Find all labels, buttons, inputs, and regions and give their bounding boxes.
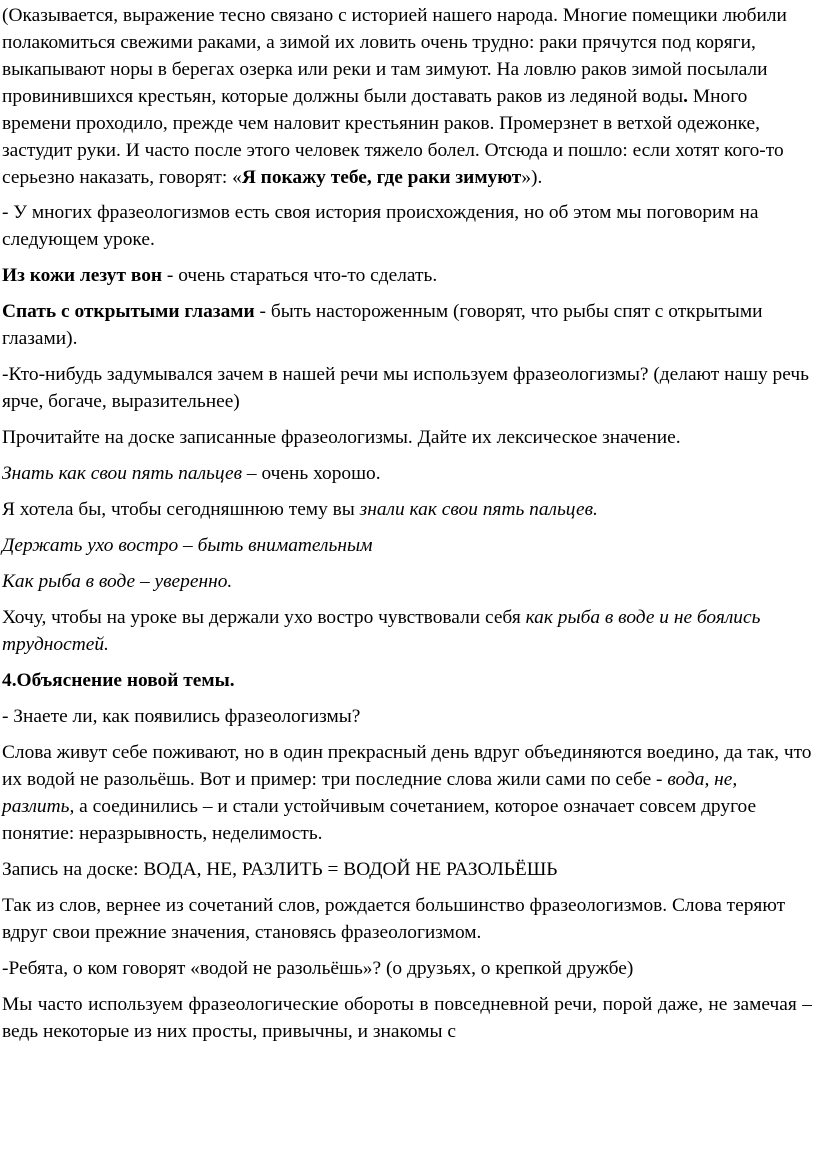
bold-run: Из кожи лезут вон [2,265,163,286]
paragraph-board-note: Запись на доске: ВОДА, НЕ, РАЗЛИТЬ = ВОДОЙ НЕ РАЗОЛЬЁШЬ [2,859,558,880]
paragraph-idiom-sleep [2,298,812,352]
italic-run: вода, не, разлить, [2,769,738,817]
paragraph-friends-question: -Ребята, о ком говорят «водой не разольёшь»? (о друзьях, о крепкой дружбе) [2,958,634,979]
paragraph-instruction: Прочитайте на доске записанные фразеологизмы. Дайте их лексическое значение. [2,427,681,448]
paragraph-crayfish-story [2,2,812,191]
paragraph-words-story [2,739,812,847]
text-run: Хочу, чтобы на уроке вы держали ухо востро чувствовали себя [2,607,526,628]
italic-run: Знать как свои пять пальцев [2,463,243,484]
italic-run: как рыба в воде и не боялись трудностей. [2,607,761,655]
paragraph-question: -Кто-нибудь задумывался зачем в нашей речи мы используем фразеологизмы? (делают нашу речь ярче, богаче, выразительнее) [2,364,809,412]
paragraph-wish-lesson [2,604,812,658]
paragraph-idiom-ear [2,532,812,559]
bold-run: Я покажу тебе, где раки зимуют [241,167,522,188]
paragraph-idiom-fingers [2,460,812,487]
paragraph-question-origin: - Знаете ли, как появились фразеологизмы? [2,706,361,727]
bold-run: . [683,86,689,107]
text-run: (Оказывается, выражение тесно связано с историей нашего народа. Многие помещики любили полакомиться свежими раками, а зимой их ловить очень трудно: раки прячутся под коряги, выкапывают норы в берегах озерка или реки и там зимуют. На ловлю раков зимой посылали провинившихся крестьян, которые должны были доставать раков из ледяной воды [2,5,787,107]
text-run: – очень хорошо. [242,463,381,484]
paragraph-everyday-use: Мы часто используем фразеологические обороты в повседневной речи, порой даже, не замечая – ведь некоторые из них просты, привычны, и знакомы с [2,994,812,1042]
paragraph-formation: Так из слов, вернее из сочетаний слов, рождается большинство фразеологизмов. Слова теряют вдруг свои прежние значения, становясь фразеологизмом. [2,895,786,943]
italic-run: знали как свои пять пальцев. [359,499,598,520]
section-heading [2,667,812,694]
text-run: - очень стараться что-то сделать. [162,265,438,286]
italic-run: Держать ухо востро – быть внимательным [2,535,373,556]
text-run: »). [521,167,543,188]
paragraph-wish-fingers [2,496,812,523]
text-run: Я хотела бы, чтобы сегодняшнюю тему вы [2,499,360,520]
paragraph-idiom-skin [2,262,812,289]
bold-run: 4.Объяснение новой темы. [2,670,235,691]
bold-run: Спать с открытыми глазами [2,301,255,322]
text-run: Слова живут себе поживают, но в один прекрасный день вдруг объединяются воедино, да так, что их водой не разольёшь. Вот и пример: три последние слова жили сами по себе - [2,742,812,790]
text-run: Много времени проходило, прежде чем наловит крестьянин раков. Промерзнет в ветхой одежонке, застудит руки. И часто после этого человек тяжело болел. Отсюда и пошло: если хотят кого-то серьезно наказать, говорят: « [2,86,784,188]
paragraph-idiom-fish [2,568,812,595]
text-run: - быть настороженным (говорят, что рыбы спят с открытыми глазами). [2,301,763,349]
paragraph-origin-note: - У многих фразеологизмов есть своя история происхождения, но об этом мы поговорим на следующем уроке. [2,202,759,250]
italic-run: Как рыба в воде – уверенно. [2,571,233,592]
text-run: а соединились – и стали устойчивым сочетанием, которое означает совсем другое понятие: неразрывность, неделимость. [2,796,757,844]
